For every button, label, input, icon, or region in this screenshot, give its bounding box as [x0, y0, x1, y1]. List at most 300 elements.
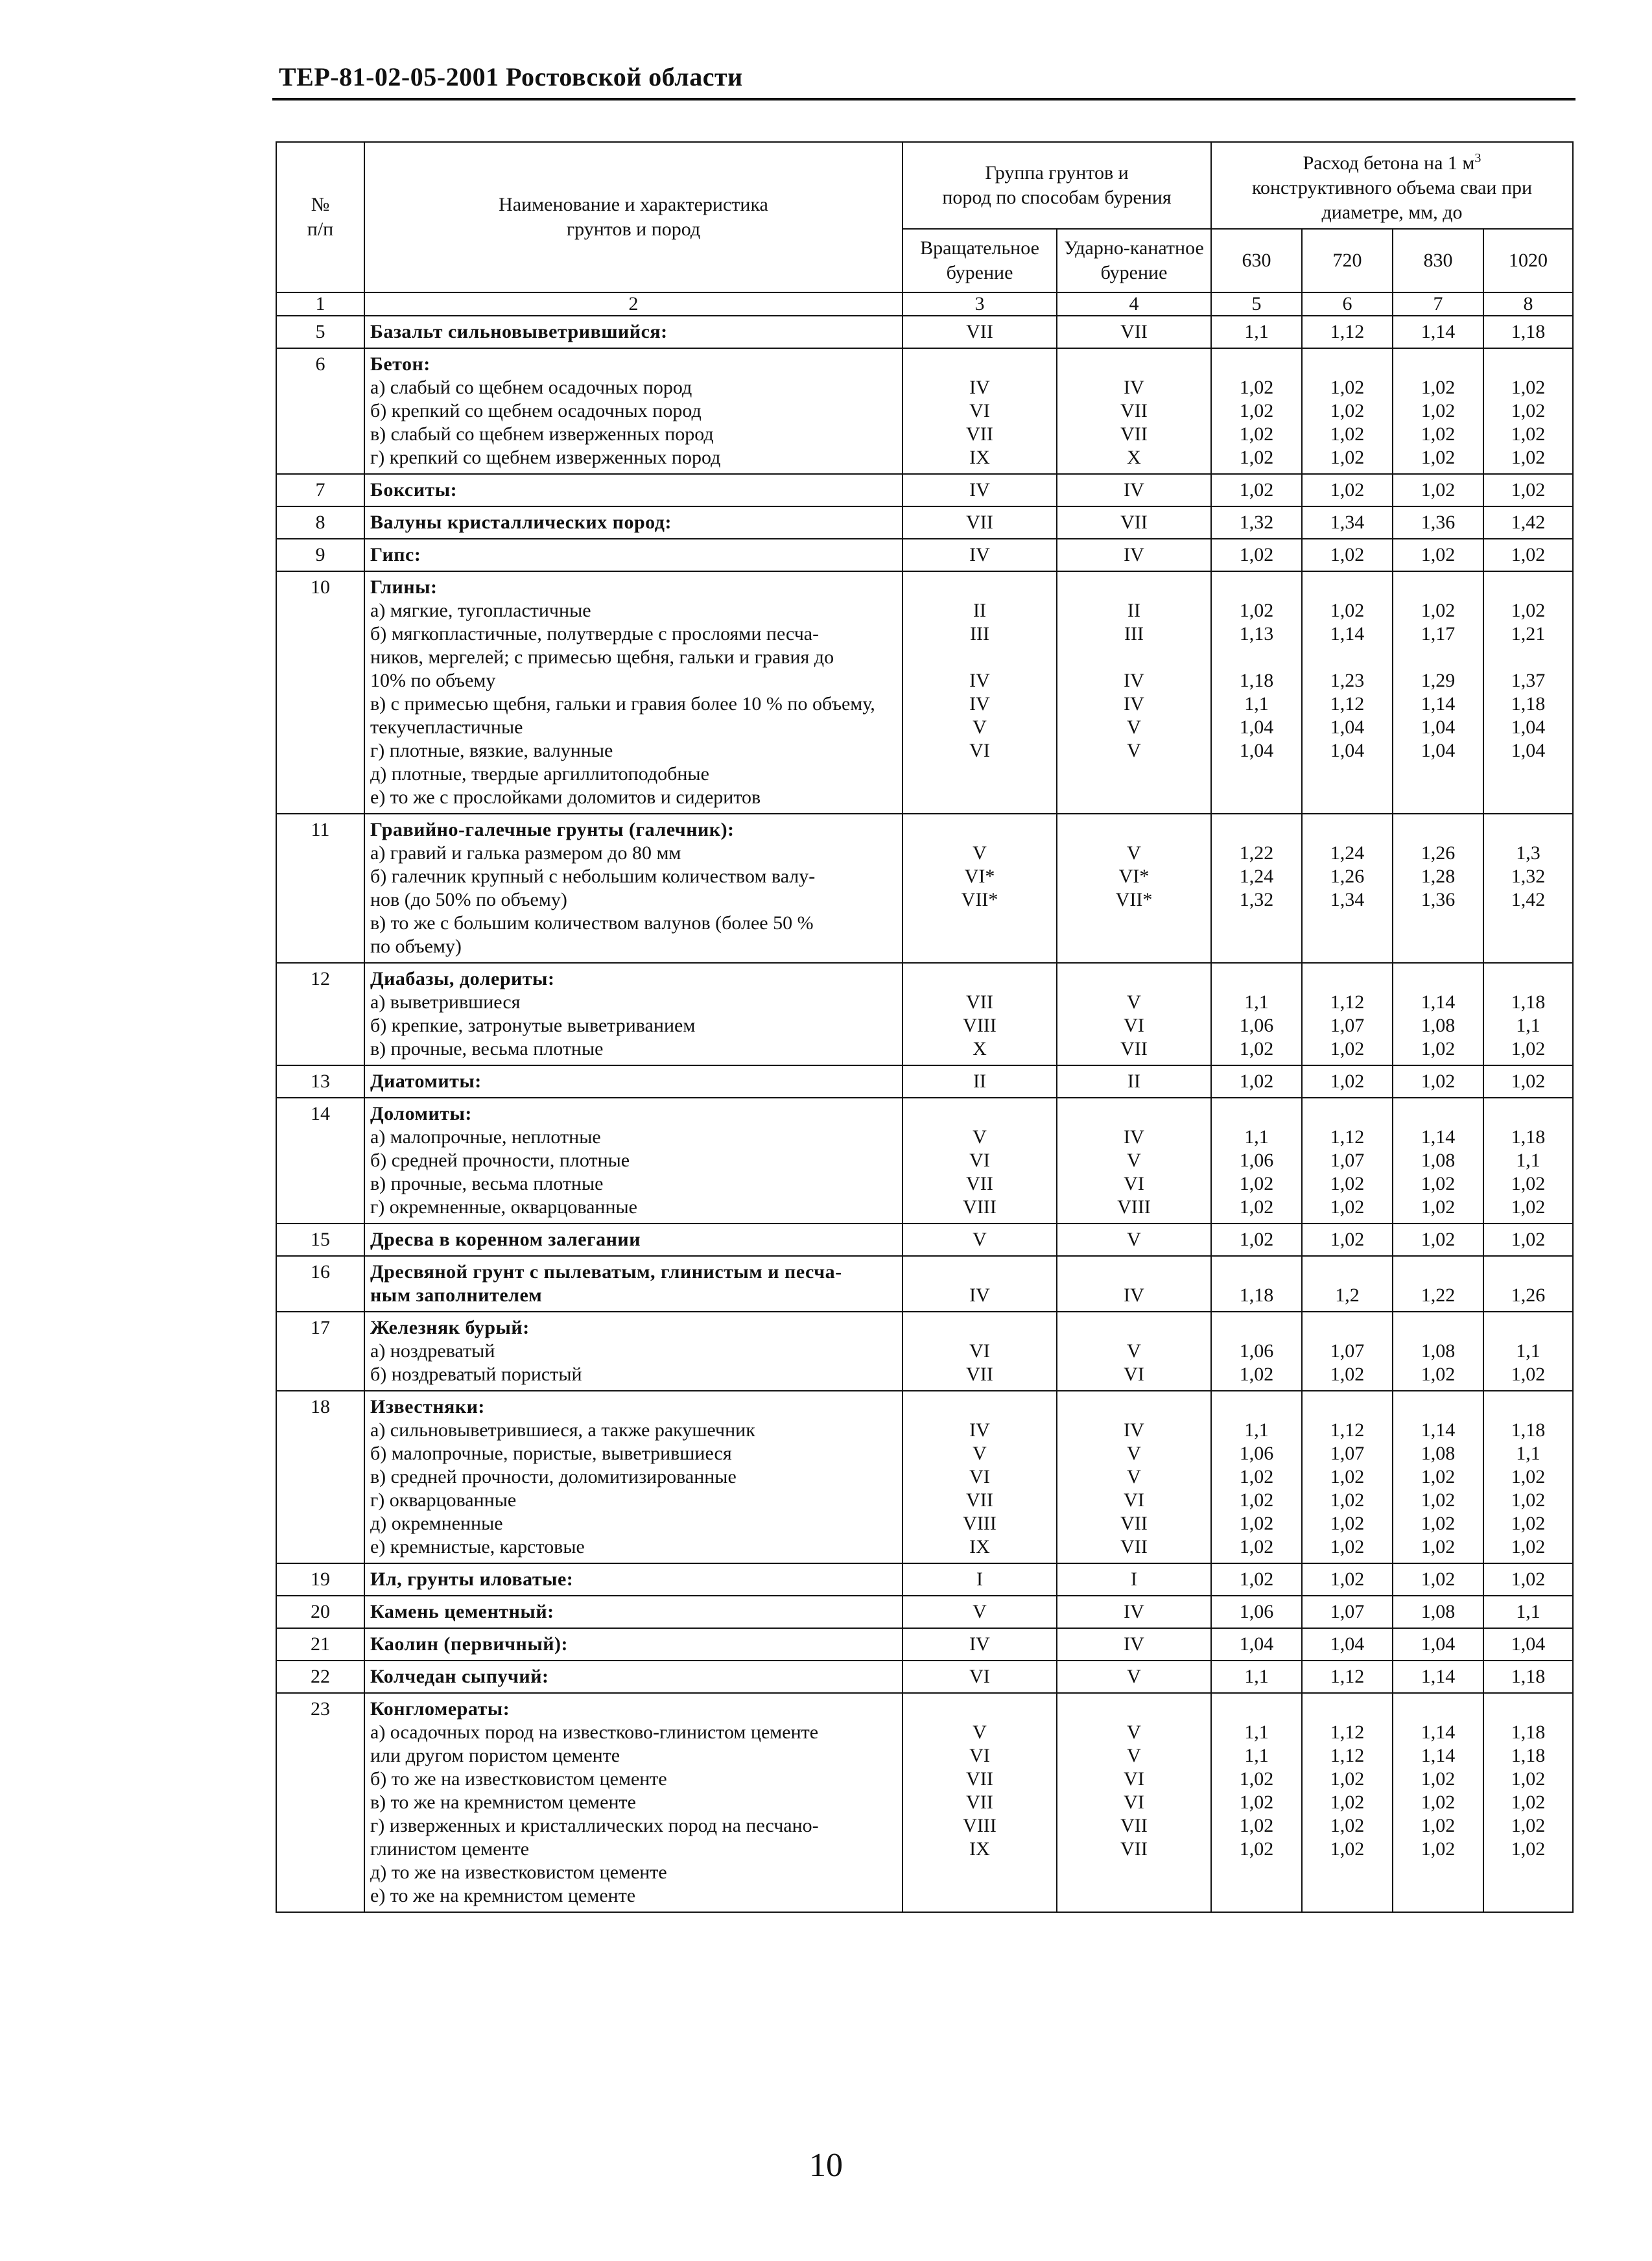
cell-value: 1,02: [1421, 544, 1456, 565]
value-cell-rotary: [903, 474, 1057, 506]
value-cell-d1020: [1483, 1596, 1573, 1628]
header-consumption-sup: 3: [1474, 151, 1481, 165]
page-header: [272, 62, 1575, 101]
value-cell-d1020: [1483, 1224, 1573, 1256]
header-diameter-630: 630: [1211, 229, 1302, 292]
rock-title: Доломиты:: [370, 1103, 472, 1124]
cell-value: 1,02: [1421, 479, 1456, 501]
cell-value: VII: [966, 512, 993, 533]
cell-value: 1,32: [1511, 866, 1546, 887]
cell-value: 1,02: [1511, 1838, 1546, 1860]
row-number: 23: [276, 1693, 364, 1912]
value-cell-percussion: [1057, 1256, 1211, 1312]
cell-value: IV: [969, 479, 990, 501]
value-cell-d720: [1302, 1098, 1393, 1224]
value-cell-d630: [1211, 539, 1302, 571]
header-percussion-label: Ударно-канатное бурение: [1064, 237, 1204, 283]
cell-value: 1,1: [1244, 693, 1269, 715]
cell-value: 1,02: [1511, 1196, 1546, 1218]
value-cell-percussion: [1057, 539, 1211, 571]
cell-value: V: [973, 1126, 987, 1148]
header-row-number: [276, 142, 364, 292]
rock-title: Диабазы, долериты:: [370, 968, 555, 989]
rock-title: Камень цементный:: [370, 1601, 554, 1622]
cell-value: VII: [966, 423, 993, 445]
value-cell-d720: [1302, 348, 1393, 474]
cell-value: V: [973, 1601, 987, 1622]
cell-value: 1,1: [1516, 1443, 1540, 1464]
cell-value: 1,02: [1421, 1466, 1456, 1487]
rock-description: [364, 1312, 903, 1391]
cell-value: 1,02: [1421, 1173, 1456, 1194]
cell-value: 1,12: [1330, 321, 1365, 342]
cell-value: 1,04: [1239, 716, 1274, 738]
value-cell-rotary: [903, 1563, 1057, 1596]
cell-value: 1,02: [1330, 1536, 1365, 1557]
cell-value: VI: [1124, 1015, 1144, 1036]
cell-value: VI: [969, 1340, 990, 1362]
cell-value: VIII: [963, 1196, 997, 1218]
value-cell-d630: [1211, 814, 1302, 963]
cell-value: 1,02: [1330, 423, 1365, 445]
value-cell-d1020: [1483, 1098, 1573, 1224]
cell-value: V: [1127, 716, 1141, 738]
cell-value: 1,21: [1511, 623, 1546, 645]
cell-value: 1,04: [1330, 740, 1365, 761]
value-cell-d720: [1302, 1693, 1393, 1912]
cell-value: VIII: [963, 1015, 997, 1036]
column-number: 4: [1057, 292, 1211, 316]
cell-value: 1,02: [1511, 1173, 1546, 1194]
table-row: [276, 1661, 1573, 1693]
value-cell-d630: [1211, 1661, 1302, 1693]
cell-value: 1,02: [1511, 400, 1546, 421]
value-cell-d630: [1211, 1628, 1302, 1661]
rock-description: [364, 1563, 903, 1596]
header-name: [364, 142, 903, 292]
value-cell-d720: [1302, 1628, 1393, 1661]
cell-value: 1,18: [1511, 1722, 1546, 1743]
cell-value: 1,02: [1330, 447, 1365, 468]
cell-value: V: [1127, 1229, 1141, 1250]
cell-value: 1,02: [1511, 1792, 1546, 1813]
rock-description: [364, 814, 903, 963]
value-cell-percussion: [1057, 1596, 1211, 1628]
rock-subitem: а) ноздреватый: [370, 1340, 495, 1362]
rock-title: Известняки:: [370, 1396, 485, 1417]
rock-subitem: б) галечник крупный с небольшим количеством валу- нов (до 50% по объему): [370, 866, 816, 910]
value-cell-d830: [1393, 506, 1483, 539]
cell-value: VII: [1120, 512, 1148, 533]
cell-value: 1,02: [1511, 1513, 1546, 1534]
cell-value: 1,06: [1239, 1601, 1274, 1622]
value-cell-d630: [1211, 963, 1302, 1065]
value-cell-d830: [1393, 348, 1483, 474]
value-cell-d830: [1393, 1065, 1483, 1098]
value-cell-d630: [1211, 316, 1302, 348]
cell-value: 1,02: [1421, 1489, 1456, 1511]
cell-value: VI: [1124, 1173, 1144, 1194]
header-consumption-post: конструктивного объема сваи при диаметре, мм, до: [1251, 177, 1533, 223]
rock-subitem: г) изверженных и кристаллических пород на песчано- глинистом цементе: [370, 1815, 819, 1860]
cell-value: 1,1: [1516, 1150, 1540, 1171]
cell-value: VI: [969, 740, 990, 761]
value-cell-rotary: [903, 1065, 1057, 1098]
value-cell-rotary: [903, 539, 1057, 571]
table-row: [276, 571, 1573, 814]
cell-value: IV: [969, 1284, 990, 1306]
table-row: [276, 963, 1573, 1065]
cell-value: 1,29: [1421, 670, 1456, 691]
value-cell-rotary: [903, 1596, 1057, 1628]
value-cell-d720: [1302, 571, 1393, 814]
cell-value: V: [973, 1443, 987, 1464]
table-row: [276, 539, 1573, 571]
rock-subitem: а) сильновыветрившиеся, а также ракушечник: [370, 1419, 755, 1441]
value-cell-d720: [1302, 1065, 1393, 1098]
rock-title: Ил, грунты иловатые:: [370, 1568, 574, 1590]
value-cell-d1020: [1483, 316, 1573, 348]
value-cell-rotary: [903, 1661, 1057, 1693]
value-cell-percussion: [1057, 963, 1211, 1065]
cell-value: 1,07: [1330, 1015, 1365, 1036]
cell-value: V: [1127, 1745, 1141, 1766]
cell-value: IV: [1124, 670, 1144, 691]
cell-value: 1,06: [1239, 1443, 1274, 1464]
cell-value: 1,1: [1516, 1601, 1540, 1622]
cell-value: 1,1: [1244, 991, 1269, 1013]
cell-value: 1,02: [1239, 1815, 1274, 1836]
cell-value: 1,02: [1511, 377, 1546, 398]
column-number: 3: [903, 292, 1057, 316]
cell-value: 1,02: [1421, 1838, 1456, 1860]
cell-value: 1,28: [1421, 866, 1456, 887]
value-cell-rotary: [903, 1224, 1057, 1256]
row-number: 9: [276, 539, 364, 571]
cell-value: 1,18: [1511, 991, 1546, 1013]
cell-value: IV: [1124, 1126, 1144, 1148]
rock-groups-table: [276, 141, 1574, 1913]
value-cell-d1020: [1483, 348, 1573, 474]
cell-value: 1,02: [1330, 1038, 1365, 1059]
value-cell-d1020: [1483, 1693, 1573, 1912]
cell-value: 1,02: [1330, 544, 1365, 565]
value-cell-d830: [1393, 1661, 1483, 1693]
cell-value: 1,12: [1330, 1745, 1365, 1766]
rock-title: Дресва в коренном залегании: [370, 1229, 641, 1250]
rock-description: [364, 963, 903, 1065]
cell-value: 1,08: [1421, 1601, 1456, 1622]
cell-value: 1,07: [1330, 1150, 1365, 1171]
cell-value: IV: [969, 1419, 990, 1441]
cell-value: 1,02: [1421, 1536, 1456, 1557]
rock-subitem: а) выветрившиеся: [370, 991, 521, 1013]
cell-value: 1,1: [1516, 1340, 1540, 1362]
cell-value: 1,02: [1239, 400, 1274, 421]
value-cell-d830: [1393, 1628, 1483, 1661]
cell-value: 1,02: [1239, 377, 1274, 398]
cell-value: 1,04: [1421, 740, 1456, 761]
rock-title: Железняк бурый:: [370, 1317, 530, 1338]
cell-value: 1,02: [1511, 1768, 1546, 1790]
table-row: [276, 316, 1573, 348]
cell-value: IV: [1124, 544, 1144, 565]
value-cell-d1020: [1483, 1628, 1573, 1661]
rock-title: Конгломераты:: [370, 1698, 510, 1720]
rock-subitem: е) кремнистые, карстовые: [370, 1536, 585, 1557]
cell-value: 1,12: [1330, 1722, 1365, 1743]
rock-subitem: б) малопрочные, пористые, выветрившиеся: [370, 1443, 732, 1464]
cell-value: 1,02: [1330, 600, 1365, 621]
value-cell-rotary: [903, 506, 1057, 539]
value-cell-percussion: [1057, 1391, 1211, 1563]
rock-subitem: в) прочные, весьма плотные: [370, 1173, 604, 1194]
value-cell-d630: [1211, 1563, 1302, 1596]
value-cell-d630: [1211, 1098, 1302, 1224]
table-row: [276, 1628, 1573, 1661]
value-cell-d720: [1302, 474, 1393, 506]
cell-value: VII: [1120, 1536, 1148, 1557]
cell-value: 1,02: [1239, 1513, 1274, 1534]
table-row: [276, 1563, 1573, 1596]
rock-title: Валуны кристаллических пород:: [370, 512, 672, 533]
cell-value: II: [1127, 600, 1140, 621]
cell-value: 1,34: [1330, 512, 1365, 533]
value-cell-d630: [1211, 571, 1302, 814]
value-cell-rotary: [903, 963, 1057, 1065]
cell-value: VI: [1124, 1792, 1144, 1813]
cell-value: 1,02: [1421, 1364, 1456, 1385]
cell-value: VII: [966, 1173, 993, 1194]
cell-value: 1,02: [1511, 1466, 1546, 1487]
cell-value: 1,02: [1239, 1768, 1274, 1790]
cell-value: VII: [1120, 423, 1148, 445]
cell-value: IV: [1124, 1601, 1144, 1622]
rock-subitem: б) крепкий со щебнем осадочных пород: [370, 400, 702, 421]
value-cell-d1020: [1483, 1312, 1573, 1391]
row-number: 5: [276, 316, 364, 348]
cell-value: 1,1: [1244, 1419, 1269, 1441]
header-diameter-1020: 1020: [1483, 229, 1573, 292]
rock-description: [364, 1224, 903, 1256]
cell-value: V: [1127, 1443, 1141, 1464]
cell-value: 1,02: [1239, 1838, 1274, 1860]
cell-value: 1,18: [1511, 1419, 1546, 1441]
header-diameter-720: 720: [1302, 229, 1393, 292]
cell-value: 1,24: [1239, 866, 1274, 887]
cell-value: V: [973, 1229, 987, 1250]
cell-value: 1,02: [1239, 1489, 1274, 1511]
value-cell-d830: [1393, 963, 1483, 1065]
cell-value: 1,18: [1511, 1126, 1546, 1148]
cell-value: 1,1: [1244, 1722, 1269, 1743]
cell-value: 1,07: [1330, 1443, 1365, 1464]
cell-value: 1,02: [1421, 1229, 1456, 1250]
cell-value: 1,1: [1244, 1126, 1269, 1148]
cell-value: 1,12: [1330, 1126, 1365, 1148]
rock-description: [364, 1098, 903, 1224]
value-cell-d720: [1302, 1391, 1393, 1563]
cell-value: 1,02: [1511, 447, 1546, 468]
cell-value: 1,13: [1239, 623, 1274, 645]
cell-value: 1,02: [1421, 1768, 1456, 1790]
cell-value: 1,36: [1421, 889, 1456, 910]
value-cell-d720: [1302, 1256, 1393, 1312]
header-group: [903, 142, 1211, 229]
rock-subitem: г) плотные, вязкие, валунные: [370, 740, 613, 761]
rock-description: [364, 1596, 903, 1628]
value-cell-d830: [1393, 1563, 1483, 1596]
cell-value: IV: [969, 693, 990, 715]
cell-value: VI: [969, 400, 990, 421]
cell-value: 1,04: [1511, 1633, 1546, 1655]
cell-value: VI: [969, 1745, 990, 1766]
cell-value: 1,24: [1330, 842, 1365, 864]
value-cell-d830: [1393, 1312, 1483, 1391]
cell-value: 1,02: [1239, 1196, 1274, 1218]
rock-title: Глины:: [370, 576, 438, 598]
value-cell-d830: [1393, 474, 1483, 506]
cell-value: 1,18: [1511, 693, 1546, 715]
table-row: [276, 1312, 1573, 1391]
value-cell-d720: [1302, 1224, 1393, 1256]
cell-value: VII: [1120, 1038, 1148, 1059]
rock-subitem: г) крепкий со щебнем изверженных пород: [370, 447, 721, 468]
row-number: 19: [276, 1563, 364, 1596]
cell-value: 1,34: [1330, 889, 1365, 910]
value-cell-d630: [1211, 1256, 1302, 1312]
value-cell-rotary: [903, 1312, 1057, 1391]
value-cell-d830: [1393, 316, 1483, 348]
cell-value: 1,14: [1421, 991, 1456, 1013]
table-row: [276, 1256, 1573, 1312]
value-cell-percussion: [1057, 571, 1211, 814]
value-cell-rotary: [903, 571, 1057, 814]
value-cell-rotary: [903, 1628, 1057, 1661]
cell-value: 1,1: [1244, 1745, 1269, 1766]
cell-value: 1,14: [1421, 1666, 1456, 1687]
cell-value: VIII: [1117, 1196, 1151, 1218]
table-row: [276, 1098, 1573, 1224]
row-number: 8: [276, 506, 364, 539]
rock-title: Гравийно-галечные грунты (галечник):: [370, 819, 735, 840]
cell-value: 1,36: [1421, 512, 1456, 533]
cell-value: 1,18: [1511, 321, 1546, 342]
cell-value: 1,14: [1421, 1745, 1456, 1766]
cell-value: I: [976, 1568, 983, 1590]
value-cell-d830: [1393, 1098, 1483, 1224]
cell-value: X: [1127, 447, 1141, 468]
rock-description: [364, 316, 903, 348]
header-consumption-pre: Расход бетона на 1 м: [1303, 152, 1475, 174]
cell-value: 1,08: [1421, 1443, 1456, 1464]
cell-value: 1,02: [1511, 1815, 1546, 1836]
value-cell-d830: [1393, 539, 1483, 571]
cell-value: 1,04: [1239, 1633, 1274, 1655]
cell-value: 1,07: [1330, 1601, 1365, 1622]
rock-subitem: в) слабый со щебнем изверженных пород: [370, 423, 714, 445]
column-number: 7: [1393, 292, 1483, 316]
rock-description: [364, 506, 903, 539]
cell-value: V: [1127, 1150, 1141, 1171]
value-cell-d830: [1393, 1256, 1483, 1312]
rock-description: [364, 539, 903, 571]
row-number: 14: [276, 1098, 364, 1224]
cell-value: IX: [969, 447, 990, 468]
row-number: 17: [276, 1312, 364, 1391]
cell-value: 1,02: [1421, 1792, 1456, 1813]
cell-value: 1,08: [1421, 1015, 1456, 1036]
rock-subitem: б) крепкие, затронутые выветриванием: [370, 1015, 696, 1036]
value-cell-rotary: [903, 1256, 1057, 1312]
cell-value: V: [973, 842, 987, 864]
column-number: 5: [1211, 292, 1302, 316]
cell-value: 1,08: [1421, 1150, 1456, 1171]
rock-subitem: г) окварцованные: [370, 1489, 517, 1511]
cell-value: 1,12: [1330, 991, 1365, 1013]
cell-value: 1,32: [1239, 889, 1274, 910]
cell-value: IV: [1124, 377, 1144, 398]
cell-value: 1,08: [1421, 1340, 1456, 1362]
value-cell-d720: [1302, 1596, 1393, 1628]
value-cell-d1020: [1483, 539, 1573, 571]
cell-value: VII: [1120, 1815, 1148, 1836]
value-cell-d1020: [1483, 1065, 1573, 1098]
cell-value: 1,14: [1421, 321, 1456, 342]
cell-value: 1,02: [1511, 1536, 1546, 1557]
cell-value: 1,12: [1330, 1666, 1365, 1687]
column-number: 2: [364, 292, 903, 316]
rock-subitem: д) плотные, твердые аргиллитоподобные: [370, 763, 709, 785]
value-cell-d830: [1393, 1224, 1483, 1256]
rock-subitem: д) то же на известковистом цементе: [370, 1862, 667, 1883]
cell-value: IX: [969, 1838, 990, 1860]
cell-value: 1,02: [1421, 1815, 1456, 1836]
rock-description: [364, 571, 903, 814]
row-number: 13: [276, 1065, 364, 1098]
cell-value: 1,18: [1239, 1284, 1274, 1306]
row-number: 22: [276, 1661, 364, 1693]
value-cell-d720: [1302, 539, 1393, 571]
cell-value: 1,18: [1239, 670, 1274, 691]
cell-value: IV: [1124, 693, 1144, 715]
cell-value: 1,02: [1511, 1568, 1546, 1590]
cell-value: 1,02: [1421, 1071, 1456, 1092]
cell-value: 1,02: [1239, 1071, 1274, 1092]
rock-subitem: б) мягкопластичные, полутвердые с прослоями песча- ников, мергелей; с примесью щебня, гальки и гравия до 10% по объему: [370, 623, 834, 691]
value-cell-d1020: [1483, 571, 1573, 814]
rock-description: [364, 474, 903, 506]
value-cell-d720: [1302, 1312, 1393, 1391]
cell-value: V: [1127, 842, 1141, 864]
column-number: 1: [276, 292, 364, 316]
cell-value: 1,14: [1421, 1419, 1456, 1441]
cell-value: 1,02: [1239, 447, 1274, 468]
table-row: [276, 814, 1573, 963]
row-number: 7: [276, 474, 364, 506]
cell-value: VII: [966, 991, 993, 1013]
cell-value: 1,02: [1330, 1196, 1365, 1218]
column-number: 6: [1302, 292, 1393, 316]
value-cell-rotary: [903, 316, 1057, 348]
cell-value: 1,42: [1511, 889, 1546, 910]
header-rotary: [903, 229, 1057, 292]
rock-title: Гипс:: [370, 544, 421, 565]
rock-description: [364, 1065, 903, 1098]
value-cell-rotary: [903, 1098, 1057, 1224]
value-cell-rotary: [903, 1693, 1057, 1912]
value-cell-d720: [1302, 506, 1393, 539]
